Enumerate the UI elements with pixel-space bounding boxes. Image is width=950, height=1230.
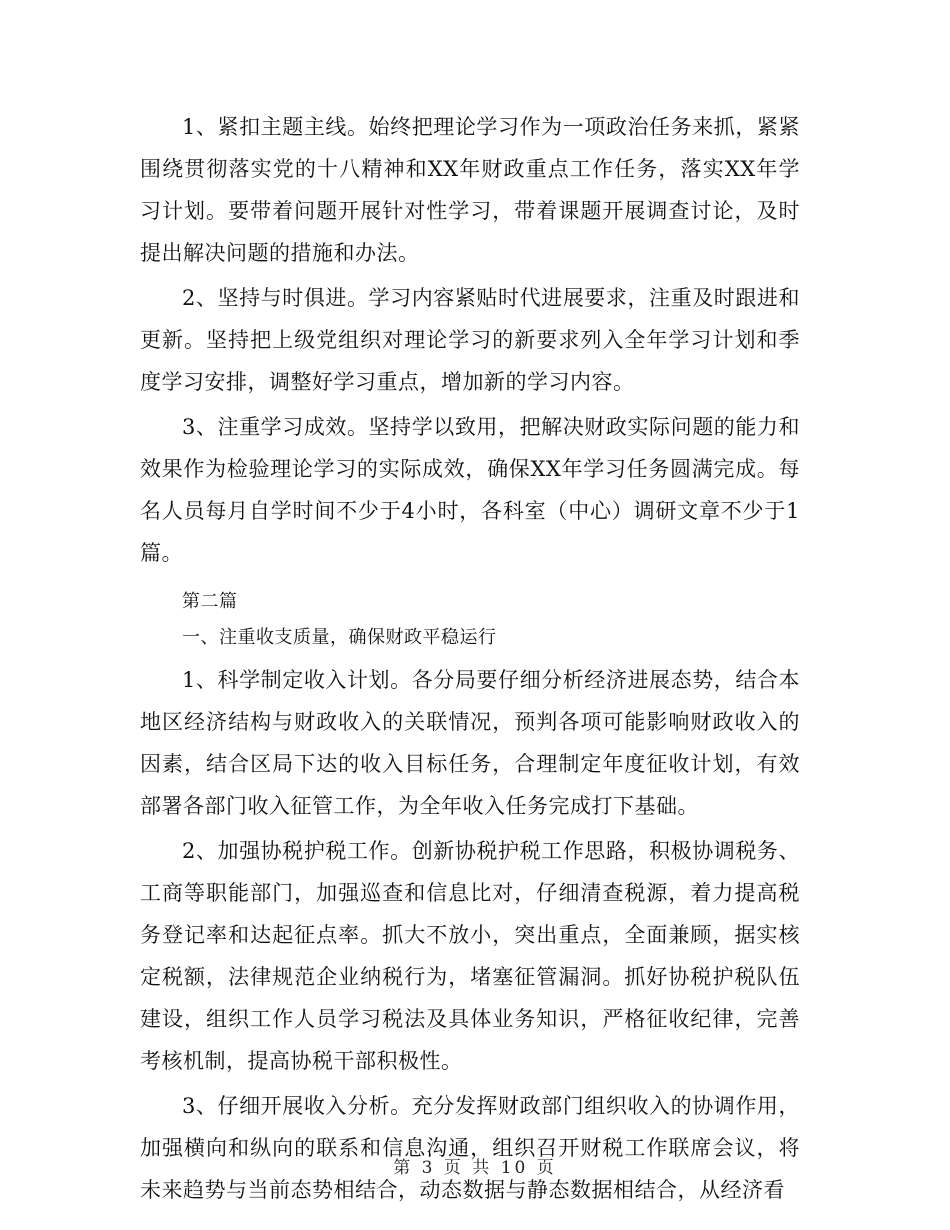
- paragraph-2: 2、坚持与时俱进。学习内容紧贴时代进展要求，注重及时跟进和更新。坚持把上级党组织对理论学习的新要求列入全年学习计划和季度学习安排，调整好学习重点，增加新的学习内容。: [140, 286, 800, 394]
- paragraph-6: 3、仔细开展收入分析。充分发挥财政部门组织收入的协调作用，加强横向和纵向的联系和信息沟通，组织召开财税工作联席会议，将未来趋势与当前态势相结合，动态数据与静态数据相结合，从经济看: [140, 1094, 800, 1202]
- section-subtitle: 一、注重收支质量，确保财政平稳运行: [182, 627, 497, 648]
- document-body: [140, 106, 800, 1211]
- page-number-footer: 第 3 页 共 10 页: [393, 1158, 557, 1178]
- paragraph-4: 1、科学制定收入计划。各分局要仔细分析经济进展态势，结合本地区经济结构与财政收入的关联情况，预判各项可能影响财政收入的因素，结合区局下达的收入目标任务，合理制定年度征收计划，有效部署各部门收入征管工作，为全年收入任务完成打下基础。: [140, 668, 800, 818]
- section-title: 第二篇: [182, 591, 238, 612]
- paragraph-3: 3、注重学习成效。坚持学以致用，把解决财政实际问题的能力和效果作为检验理论学习的实际成效，确保XX年学习任务圆满完成。每名人员每月自学时间不少于4小时，各科室（中心）调研文章不少于1篇。: [140, 415, 800, 565]
- paragraph-5: 2、加强协税护税工作。创新协税护税工作思路，积极协调税务、工商等职能部门，加强巡查和信息比对，仔细清查税源，着力提高税务登记率和达起征点率。抓大不放小，突出重点，全面兼顾，据实核定税额，法律规范企业纳税行为，堵塞征管漏洞。抓好协税护税队伍建设，组织工作人员学习税法及具体业务知识，严格征收纪律，完善考核机制，提高协税干部积极性。: [140, 839, 800, 1073]
- paragraph-1: 1、紧扣主题主线。始终把理论学习作为一项政治任务来抓，紧紧围绕贯彻落实党的十八精神和XX年财政重点工作任务，落实XX年学习计划。要带着问题开展针对性学习，带着课题开展调查讨论，及时提出解决问题的措施和办法。: [140, 115, 800, 265]
